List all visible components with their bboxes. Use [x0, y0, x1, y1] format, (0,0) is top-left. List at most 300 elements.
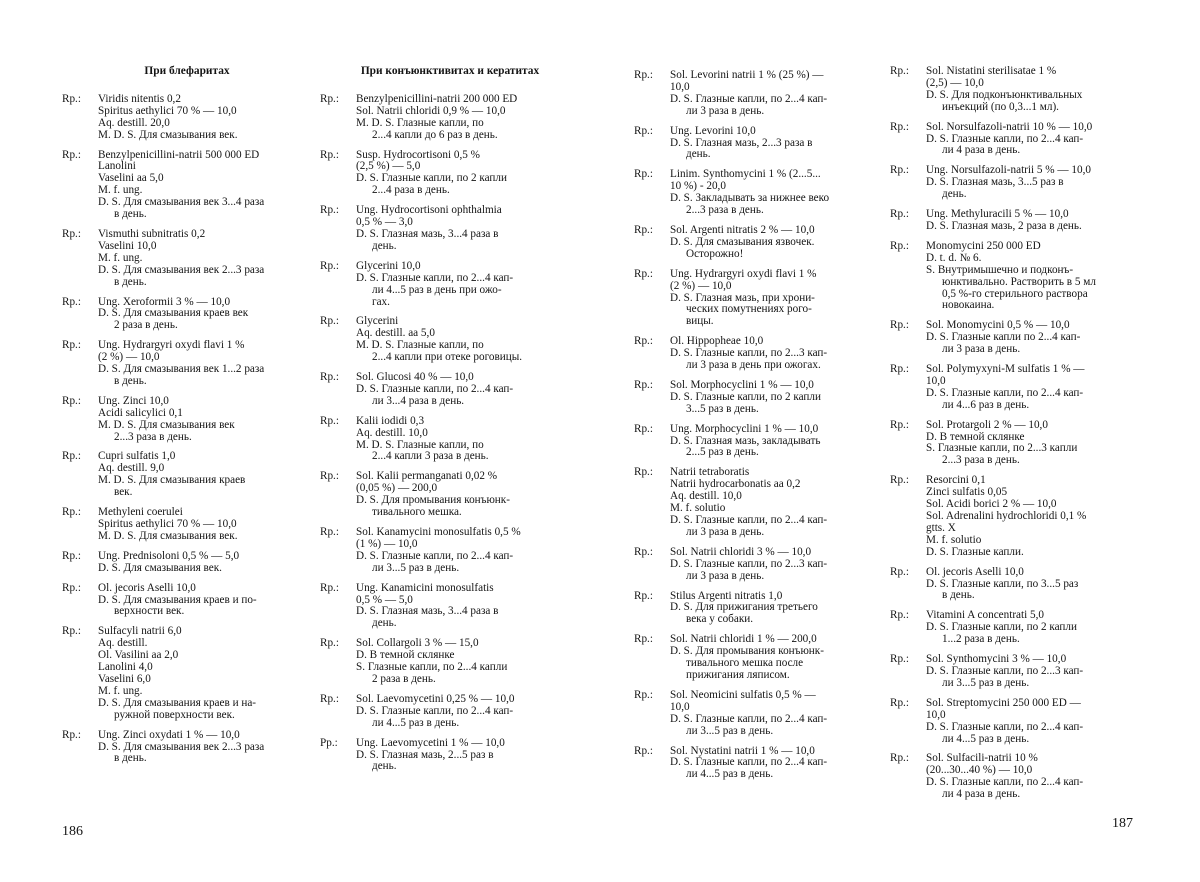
- recipe-line: D. S. Глазные капли, по 2...4 кап-: [670, 92, 828, 105]
- recipe-line: Susp. Hydrocortisoni 0,5 %: [356, 148, 480, 161]
- recipe-line: день.: [686, 148, 711, 161]
- recipe-line: D. S. Глазная мазь, 3...4 раза в: [356, 605, 499, 618]
- recipe-item: [634, 225, 884, 261]
- recipe-line: Ung. Zinci oxydati 1 % — 10,0: [98, 728, 240, 741]
- recipe-line: инъекций (по 0,3...1 мл).: [942, 100, 1059, 113]
- recipe-item: [890, 567, 1150, 603]
- recipe-line: тивального мешка после: [686, 657, 804, 670]
- recipe-line: ли 4 раза в день.: [942, 788, 1021, 801]
- recipe-item: [320, 416, 580, 464]
- recipe-item: [62, 551, 312, 575]
- recipe-line: M. D. S. Для смазывания краев: [98, 474, 246, 487]
- recipe-line: 2...3 раза в день.: [686, 204, 764, 217]
- recipe-line: Sol. Laevomycetini 0,25 % — 10,0: [356, 692, 515, 705]
- recipe-line: Ung. Hydrargyri oxydi flavi 1 %: [98, 339, 245, 352]
- recipe-line: Aq. destill.: [98, 637, 148, 650]
- recipe-line: Sol. Morphocyclini 1 % — 10,0: [670, 378, 814, 391]
- recipe-line: Ung. Hydrocortisoni ophthalmia: [356, 204, 502, 217]
- recipe-line: Resorcini 0,1: [926, 474, 986, 487]
- recipe-tag: Rp.:: [320, 414, 339, 427]
- recipe-line: 2...4 капли при отеке роговицы.: [372, 351, 523, 364]
- recipe-line: Sol. Natrii chloridi 1 % — 200,0: [670, 633, 817, 646]
- recipe-line: ли 4...5 раз в день.: [942, 732, 1030, 745]
- recipe-line: Sol. Norsulfazoli-natrii 10 % — 10,0: [926, 120, 1093, 133]
- recipe-line: ли 4 раза в день.: [942, 144, 1021, 157]
- page-186: [0, 0, 590, 882]
- recipe-tag: Rp.:: [634, 223, 653, 236]
- recipe-line: Ol. jecoris Aselli 10,0: [926, 565, 1024, 578]
- recipe-line: (2 %) — 10,0: [670, 279, 732, 292]
- recipe-line: 2...4 капли до 6 раз в день.: [372, 128, 498, 141]
- recipe-line: Glycerini 10,0: [356, 259, 421, 272]
- recipe-line: Kalii iodidi 0,3: [356, 414, 425, 427]
- recipe-line: D. S. Глазные капли, по 2...4 кап-: [926, 386, 1084, 399]
- recipe-line: D. S. Для смазывания век 3...4 раза: [98, 196, 265, 209]
- recipe-item: [62, 507, 312, 543]
- recipe-tag: Rp.:: [890, 363, 909, 376]
- recipe-line: Sol. Nystatini natrii 1 % — 10,0: [670, 744, 815, 757]
- recipe-line: D. S. Глазные капли, по 2...4 кап-: [926, 720, 1084, 733]
- recipe-tag: Rp.:: [320, 692, 339, 705]
- recipe-line: Sol. Synthomycini 3 % — 10,0: [926, 653, 1067, 666]
- recipe-line: века у собаки.: [686, 613, 754, 626]
- recipe-line: D. S. Глазная мазь, 2 раза в день.: [926, 219, 1082, 232]
- recipe-tag: Rp.:: [890, 120, 909, 133]
- recipe-item: [62, 583, 312, 619]
- section-heading: При конъюнктивитах и кератитах: [360, 65, 540, 77]
- recipe-line: Vaselini aa 5,0: [98, 172, 164, 185]
- recipe-line: D. S. Глазная мазь, 3...5 раз в: [926, 176, 1064, 189]
- recipe-line: Ung. Prednisoloni 0,5 % — 5,0: [98, 549, 240, 562]
- recipe-line: в день.: [114, 752, 147, 765]
- recipe-line: D. S. Для промывания конъюнк-: [670, 645, 824, 658]
- recipe-item: [890, 610, 1150, 646]
- recipe-tag: Rp.:: [320, 204, 339, 217]
- recipe-item: [62, 297, 312, 333]
- recipe-line: D. S. Глазные капли по 2...4 кап-: [926, 331, 1081, 344]
- recipe-line: ли 4...6 раз в день.: [942, 398, 1030, 411]
- recipe-item: [320, 694, 580, 730]
- recipe-item: [634, 591, 884, 627]
- recipe-line: Sol. Monomycini 0,5 % — 10,0: [926, 319, 1070, 332]
- recipe-line: Ung. Hydrargyri oxydi flavi 1 %: [670, 267, 817, 280]
- recipe-line: 2 раза в день.: [372, 672, 436, 685]
- recipe-line: (2,5) — 10,0: [926, 76, 984, 89]
- recipe-line: в день.: [942, 589, 975, 602]
- recipe-line: D. S. Для подконъюнктивальных: [926, 88, 1083, 101]
- recipe-tag: Rp.:: [320, 92, 339, 105]
- recipe-line: Sulfacyli natrii 6,0: [98, 625, 182, 638]
- recipe-line: Sol. Sulfacili-natrii 10 %: [926, 752, 1038, 765]
- recipe-item: [634, 169, 884, 217]
- recipe-tag: Rp.:: [634, 168, 653, 181]
- recipe-line: (1 %) — 10,0: [356, 537, 418, 550]
- recipe-item: [890, 654, 1150, 690]
- recipe-line: 2 раза в день.: [114, 319, 178, 332]
- recipe-line: Sol. Collargoli 3 % — 15,0: [356, 637, 479, 650]
- recipe-line: M. f. ung.: [98, 251, 143, 264]
- recipe-item: [890, 364, 1150, 412]
- recipe-line: день.: [372, 617, 397, 630]
- recipe-tag: Rp.:: [634, 378, 653, 391]
- recipe-line: ли 3 раза в день.: [686, 525, 765, 538]
- recipe-line: 0,5 %-го стерильного раствора: [942, 287, 1088, 300]
- recipe-line: D. S. Глазные капли, по 2...3 кап-: [670, 557, 828, 570]
- recipe-item: [890, 420, 1150, 468]
- recipe-line: 2...4 капли 3 раза в день.: [372, 450, 489, 463]
- recipe-tag: Rp.:: [634, 688, 653, 701]
- recipe-line: Ung. Zinci 10,0: [98, 394, 169, 407]
- recipe-line: D. S. Глазные капли, по 2...4 кап-: [926, 776, 1084, 789]
- recipe-tag: Rp.:: [890, 474, 909, 487]
- recipe-line: Glycerini: [356, 315, 399, 328]
- recipe-line: M. D. S. Для смазывания век.: [98, 529, 238, 542]
- recipe-line: день.: [942, 188, 967, 201]
- recipe-line: Vitamini A concentrati 5,0: [926, 609, 1045, 622]
- recipe-line: Sol. Adrenalini hydrochloridi 0,1 %: [926, 510, 1087, 522]
- recipe-line: Natrii tetraboratis: [670, 466, 750, 479]
- recipe-line: M. D. S. Глазные капли, по: [356, 116, 484, 129]
- recipe-tag: Rp.:: [634, 124, 653, 137]
- recipe-tag: Rp.:: [62, 581, 81, 594]
- recipe-item: [634, 424, 884, 460]
- recipe-item: [634, 746, 884, 782]
- recipe-line: Sol. Neomicini sulfatis 0,5 % —: [670, 688, 816, 701]
- recipe-item: [634, 336, 884, 372]
- recipe-item: [890, 698, 1150, 746]
- recipe-line: 10,0: [670, 700, 690, 713]
- recipe-line: D. S. Для смазывания краев век: [98, 307, 249, 320]
- recipe-line: M. f. ung.: [98, 684, 143, 697]
- recipe-line: D. S. Глазные капли, по 2...4 кап-: [670, 514, 828, 526]
- recipe-item: [634, 126, 884, 162]
- recipe-line: (0,05 %) — 200,0: [356, 482, 438, 495]
- recipe-line: D. S. Для смазывания век.: [98, 561, 222, 574]
- recipe-line: D. В темной склянке: [356, 649, 455, 662]
- recipe-item: [634, 380, 884, 416]
- recipe-line: 10 %) - 20,0: [670, 180, 726, 193]
- recipe-item: [62, 150, 312, 221]
- recipe-line: D. t. d. № 6.: [926, 251, 982, 264]
- recipe-line: ли 3 раза в день при ожогах.: [686, 359, 821, 372]
- recipe-line: S. Глазные капли, по 2...4 капли: [356, 661, 508, 674]
- recipe-line: D. S. Для смазывания краев и на-: [98, 696, 257, 709]
- recipe-item: [634, 634, 884, 682]
- recipe-line: Sol. Levorini natrii 1 % (25 %) —: [670, 69, 824, 81]
- recipe-line: Spiritus aethylici 70 % — 10,0: [98, 104, 237, 117]
- recipe-tag: Rp.:: [890, 653, 909, 666]
- recipe-line: Ung. Kanamicini monosulfatis: [356, 581, 494, 594]
- recipe-tag: Rp.:: [320, 315, 339, 328]
- recipe-tag: Rp.:: [890, 609, 909, 622]
- recipe-item: [62, 229, 312, 289]
- recipe-line: D. S. Для смазывания век 2...3 раза: [98, 263, 265, 276]
- recipe-line: 1...2 раза в день.: [942, 633, 1020, 646]
- recipe-line: M. D. S. Для смазывания век.: [98, 128, 238, 141]
- recipe-line: Cupri sulfatis 1,0: [98, 450, 176, 463]
- recipe-item: [890, 122, 1150, 158]
- recipe-line: новокаина.: [942, 299, 995, 312]
- recipe-item: [62, 94, 312, 142]
- recipe-line: в день.: [114, 374, 147, 387]
- recipe-line: S. Внутримышечно и подконъ-: [926, 263, 1074, 276]
- recipe-line: в день.: [114, 208, 147, 221]
- recipe-line: D. S. Глазные капли, по 2...4 кап-: [670, 712, 828, 725]
- recipe-line: день.: [372, 760, 397, 773]
- recipe-line: D. S. Глазная мазь, 2...3 раза в: [670, 136, 813, 149]
- recipe-line: Monomycini 250 000 ED: [926, 239, 1041, 252]
- recipe-line: M. f. solutio: [926, 533, 982, 546]
- recipe-line: Aq. destill. 20,0: [98, 116, 170, 129]
- recipe-line: D. S. Глазные капли.: [926, 545, 1024, 558]
- recipe-line: ружной поверхности век.: [114, 708, 235, 721]
- recipe-line: Spiritus aethylici 70 % — 10,0: [98, 518, 237, 530]
- recipe-line: M. f. ung.: [98, 184, 143, 197]
- recipe-tag: Rp.:: [634, 69, 653, 81]
- recipe-item: [890, 753, 1150, 801]
- recipe-line: D. S. Глазная мазь, закладывать: [670, 434, 821, 447]
- recipe-line: Zinci sulfatis 0,05: [926, 486, 1008, 499]
- recipe-item: [320, 316, 580, 364]
- recipe-tag: Rp.:: [634, 633, 653, 646]
- recipe-item: [634, 690, 884, 738]
- recipe-tag: Рр.:: [320, 736, 338, 749]
- recipe-line: 2...4 раза в день.: [372, 184, 450, 197]
- recipe-line: Sol. Streptomycini 250 000 ED —: [926, 696, 1081, 709]
- column-blepharitis: [62, 66, 312, 773]
- recipe-tag: Rp.:: [320, 259, 339, 272]
- recipe-line: (2,5 %) — 5,0: [356, 160, 421, 173]
- recipe-tag: Rp.:: [320, 581, 339, 594]
- recipe-line: M. D. S. Глазные капли, по: [356, 339, 484, 352]
- recipe-line: ли 3 раза в день.: [942, 343, 1021, 356]
- recipe-line: 10,0: [926, 708, 946, 721]
- recipe-line: Ung. Laevomycetini 1 % — 10,0: [356, 736, 505, 749]
- recipe-line: верхности век.: [114, 605, 185, 618]
- recipe-line: прижигания ляписом.: [686, 668, 790, 681]
- recipe-line: 3...5 раз в день.: [686, 402, 759, 415]
- recipe-line: D. S. Глазные капли, по 2 капли: [356, 172, 507, 185]
- recipe-line: 0,5 % — 3,0: [356, 216, 413, 229]
- recipe-line: юнктивально. Растворить в 5 мл: [942, 275, 1096, 288]
- recipe-line: ли 3...5 раз в день.: [942, 676, 1030, 689]
- recipe-tag: Rp.:: [634, 335, 653, 348]
- recipe-tag: Rp.:: [320, 637, 339, 650]
- recipe-line: 10,0: [670, 80, 690, 93]
- recipe-tag: Rp.:: [320, 371, 339, 384]
- recipe-line: Sol. Polymyxyni-M sulfatis 1 % —: [926, 363, 1085, 376]
- recipe-line: Vismuthi subnitratis 0,2: [98, 227, 206, 240]
- recipe-line: Acidi salicylici 0,1: [98, 406, 183, 419]
- recipe-tag: Rp.:: [320, 148, 339, 161]
- recipe-line: D. S. Глазные капли, по 3...5 раз: [926, 577, 1079, 590]
- column-conjunctivitis-keratitis: [320, 66, 580, 781]
- recipe-tag: Rp.:: [62, 506, 81, 519]
- recipe-line: век.: [114, 486, 133, 499]
- recipe-line: D. S. Глазные капли, по 2...3 кап-: [926, 664, 1084, 677]
- recipe-line: Stilus Argenti nitratis 1,0: [670, 589, 783, 602]
- recipe-tag: Rp.:: [890, 319, 909, 332]
- page-number: 186: [62, 824, 83, 839]
- recipe-tag: Rp.:: [62, 227, 81, 240]
- recipe-item: [890, 209, 1150, 233]
- recipe-line: D. S. Глазные капли, по 2...4 кап-: [356, 704, 514, 717]
- recipe-item: [634, 70, 884, 118]
- recipe-line: 2...3 раза в день.: [942, 454, 1020, 467]
- recipe-item: [320, 738, 580, 774]
- recipe-item: [320, 372, 580, 408]
- recipe-tag: Rp.:: [62, 295, 81, 308]
- recipe-line: D. S. Глазная мазь, при хрони-: [670, 291, 815, 304]
- recipe-tag: Rp.:: [62, 148, 81, 161]
- recipe-line: 10,0: [926, 374, 946, 387]
- recipe-line: S. Глазные капли, по 2...3 капли: [926, 442, 1078, 455]
- recipe-line: Aq. destill. 9,0: [98, 462, 165, 475]
- recipe-line: день.: [372, 239, 397, 252]
- recipe-line: Benzylpenicillini-natrii 500 000 ED: [98, 148, 260, 161]
- recipe-tag: Rp.:: [890, 208, 909, 221]
- recipe-tag: Rp.:: [890, 696, 909, 709]
- column-recipes-right: [890, 66, 1150, 809]
- recipe-line: D. S. Глазные капли, по 2...4 кап-: [356, 382, 514, 395]
- recipe-line: D. S. Глазные капли, по 2 капли: [926, 621, 1077, 634]
- recipe-line: M. f. solutio: [670, 502, 726, 515]
- recipe-line: в день.: [114, 275, 147, 288]
- recipe-tag: Rp.:: [634, 744, 653, 757]
- recipe-tag: Rp.:: [62, 450, 81, 463]
- recipe-line: Sol. Natrii chloridi 3 % — 10,0: [670, 545, 812, 558]
- recipe-line: (2 %) — 10,0: [98, 351, 160, 364]
- recipe-line: 0,5 % — 5,0: [356, 593, 413, 606]
- section-heading: При блефаритах: [144, 65, 230, 77]
- recipe-tag: Rp.:: [634, 422, 653, 435]
- recipe-item: [890, 241, 1150, 312]
- recipe-line: 2...5 раз в день.: [686, 446, 759, 459]
- recipe-line: D. S. Для смазывания век 1...2 раза: [98, 363, 265, 376]
- recipe-item: [890, 475, 1150, 558]
- page-187: [600, 0, 1200, 882]
- recipe-line: D. S. Для смазывания век 2...3 раза: [98, 740, 265, 753]
- recipe-line: M. D. S. Глазные капли, по: [356, 438, 484, 451]
- recipe-line: Aq. destill. 10,0: [670, 490, 742, 503]
- recipe-line: ли 3...5 раз в день.: [686, 724, 774, 737]
- recipe-tag: Rp.:: [320, 526, 339, 538]
- recipe-tag: Rp.:: [62, 625, 81, 638]
- recipe-item: [320, 205, 580, 253]
- recipe-line: ли 4...5 раз в день при ожо-: [372, 283, 502, 296]
- recipe-line: D. S. Глазные капли, по 2...4 кап-: [356, 549, 514, 562]
- recipe-tag: Rp.:: [320, 470, 339, 483]
- recipe-line: Sol. Acidi borici 2 % — 10,0: [926, 498, 1057, 511]
- recipe-line: Natrii hydrocarbonatis aa 0,2: [670, 478, 801, 491]
- recipe-line: Ung. Levorini 10,0: [670, 124, 756, 137]
- recipe-line: ли 3...5 раз в день.: [372, 561, 460, 574]
- recipe-line: Sol. Protargoli 2 % — 10,0: [926, 418, 1048, 431]
- recipe-line: Ung. Methyluracili 5 % — 10,0: [926, 208, 1069, 221]
- recipe-line: Aq. destill. 10,0: [356, 426, 428, 439]
- recipe-tag: Rp.:: [62, 728, 81, 741]
- recipe-line: D. S. Глазные капли, по 2...3 кап-: [670, 347, 828, 360]
- recipe-tag: Rp.:: [890, 565, 909, 578]
- column-recipes-left: [634, 70, 884, 789]
- recipe-line: ли 3 раза в день.: [686, 104, 765, 117]
- recipe-line: ли 3...4 раза в день.: [372, 394, 465, 407]
- recipe-line: gtts. X: [926, 521, 956, 534]
- recipe-line: D. S. Глазные капли, по 2 капли: [670, 390, 821, 403]
- recipe-line: Sol. Argenti nitratis 2 % — 10,0: [670, 223, 815, 236]
- recipe-item: [890, 66, 1150, 114]
- recipe-line: ли 3 раза в день.: [686, 569, 765, 582]
- recipe-tag: Rp.:: [62, 92, 81, 105]
- recipe-line: Vaselini 10,0: [98, 239, 157, 252]
- recipe-line: Ol. jecoris Aselli 10,0: [98, 581, 196, 594]
- recipe-item: [62, 451, 312, 499]
- recipe-line: Methyleni coerulei: [98, 506, 183, 519]
- recipe-line: Sol. Glucosi 40 % — 10,0: [356, 371, 474, 384]
- recipe-line: Sol. Nistatini sterilisatae 1 %: [926, 65, 1057, 77]
- recipe-line: D. S. Закладывать за нижнее веко: [670, 192, 830, 205]
- recipe-item: [320, 94, 580, 142]
- recipe-tag: Rp.:: [62, 549, 81, 562]
- recipe-tag: Rp.:: [634, 466, 653, 479]
- recipe-line: Sol. Kanamycini monosulfatis 0,5 %: [356, 526, 521, 538]
- recipe-item: [320, 261, 580, 309]
- recipe-item: [634, 467, 884, 538]
- recipe-item: [320, 150, 580, 198]
- recipe-tag: Rp.:: [890, 752, 909, 765]
- recipe-line: вицы.: [686, 315, 714, 328]
- recipe-line: D. S. Глазные капли, по 2...4 кап-: [926, 132, 1084, 145]
- page-number: 187: [1112, 816, 1133, 831]
- recipe-line: D. S. Глазная мазь, 2...5 раз в: [356, 748, 494, 761]
- recipe-line: Viridis nitentis 0,2: [98, 92, 181, 105]
- recipe-line: 2...3 раза в день.: [114, 430, 192, 443]
- recipe-line: D. S. Для промывания конъюнк-: [356, 494, 510, 507]
- recipe-line: Ung. Norsulfazoli-natrii 5 % — 10,0: [926, 164, 1091, 177]
- recipe-line: D. S. Для смазывания краев и по-: [98, 593, 257, 606]
- recipe-item: [890, 165, 1150, 201]
- recipe-line: ли 4...5 раз в день.: [372, 716, 460, 729]
- recipe-tag: Rp.:: [890, 164, 909, 177]
- recipe-tag: Rp.:: [62, 394, 81, 407]
- recipe-line: Ol. Vasilini aa 2,0: [98, 649, 179, 662]
- recipe-line: Ol. Hippopheae 10,0: [670, 335, 764, 348]
- recipe-line: D. S. Для прижигания третьего: [670, 601, 818, 614]
- recipe-item: [634, 547, 884, 583]
- recipe-line: D. В темной склянке: [926, 430, 1025, 443]
- recipe-tag: Rp.:: [62, 339, 81, 352]
- recipe-item: [320, 527, 580, 575]
- recipe-item: [634, 269, 884, 329]
- recipe-item: [62, 730, 312, 766]
- recipe-line: D. S. Глазные капли, по 2...4 кап-: [356, 271, 514, 284]
- recipe-line: (20...30...40 %) — 10,0: [926, 764, 1033, 777]
- recipe-line: Aq. destill. aa 5,0: [356, 327, 435, 340]
- recipe-line: ческих помутнениях рого-: [686, 303, 812, 316]
- recipe-tag: Rp.:: [890, 239, 909, 252]
- recipe-line: Benzylpenicillini-natrii 200 000 ED: [356, 92, 518, 105]
- recipe-tag: Rp.:: [634, 267, 653, 280]
- recipe-line: D. S. Для смазывания язвочек.: [670, 235, 815, 248]
- recipe-tag: Rp.:: [634, 545, 653, 558]
- recipe-line: Sol. Kalii permanganati 0,02 %: [356, 470, 498, 483]
- recipe-line: M. D. S. Для смазывания век: [98, 418, 235, 431]
- recipe-line: Lanolini: [98, 160, 136, 173]
- recipe-line: Linim. Synthomycini 1 % (2...5...: [670, 168, 821, 181]
- recipe-line: тивального мешка.: [372, 506, 462, 519]
- recipe-item: [320, 471, 580, 519]
- recipe-item: [62, 396, 312, 444]
